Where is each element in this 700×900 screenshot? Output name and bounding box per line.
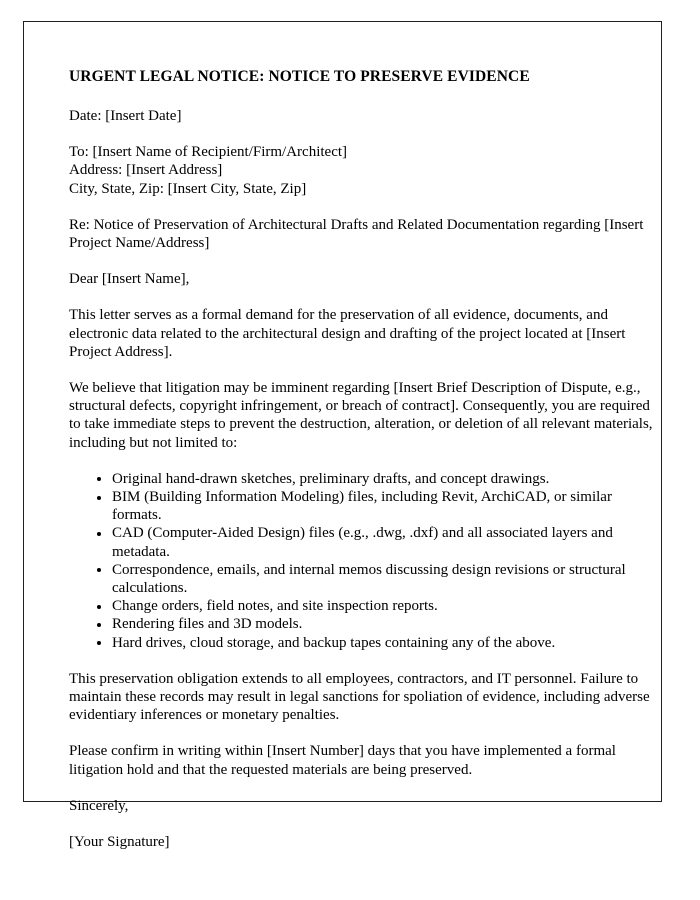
list-item <box>69 470 663 488</box>
document-page <box>23 21 662 851</box>
list-item <box>69 615 663 633</box>
signature-placeholder: [Your Signature] <box>69 834 170 851</box>
list-item <box>69 597 663 615</box>
recipient-block <box>69 143 663 198</box>
paragraph-litigation: We believe that litigation may be imminent regarding [Insert Brief Description of Dispute, e.g., structural defects, copyright infringement, or breach of contract]. Consequently, you are required to take immediate steps to prevent the destruction, alteration, or deletion of all relevant materials, including but not limited to: <box>69 380 653 451</box>
list-item-label: Change orders, field notes, and site inspection reports. <box>112 598 438 615</box>
subject-line: Re: Notice of Preservation of Architectural Drafts and Related Documentation regarding [Insert Project Name/Address] <box>69 216 644 252</box>
list-item-label: Original hand-drawn sketches, preliminary drafts, and concept drawings. <box>112 470 550 487</box>
bullet-icon <box>97 605 101 609</box>
recipient-address-line: Address: [Insert Address] <box>69 162 223 179</box>
bullet-icon <box>97 623 101 627</box>
bullet-icon <box>97 496 101 500</box>
page-title: URGENT LEGAL NOTICE: NOTICE TO PRESERVE EVIDENCE <box>69 68 530 85</box>
paragraph-scope: This preservation obligation extends to all employees, contractors, and IT personnel. Failure to maintain these records may result in legal sanctions for spoliation of evidence, including adverse evidentiary inferences or monetary penalties. <box>69 670 650 724</box>
list-item-label: BIM (Building Information Modeling) files, including Revit, ArchiCAD, or similar formats. <box>112 489 612 524</box>
evidence-preservation-list <box>69 470 663 652</box>
list-item-label: Hard drives, cloud storage, and backup tapes containing any of the above. <box>112 634 556 651</box>
paragraph-purpose: This letter serves as a formal demand for the preservation of all evidence, documents, and electronic data related to the architectural design and drafting of the project located at [Insert Project Address]. <box>69 307 626 360</box>
list-item <box>69 634 663 652</box>
document-body <box>69 67 663 851</box>
bullet-icon <box>97 568 101 572</box>
list-item <box>69 488 663 524</box>
recipient-to-line: To: [Insert Name of Recipient/Firm/Architect] <box>69 144 348 161</box>
list-item-label: Correspondence, emails, and internal memos discussing design revisions or structural calculations. <box>112 561 626 597</box>
bullet-icon <box>97 532 101 536</box>
list-item-label: Rendering files and 3D models. <box>112 616 303 633</box>
salutation: Dear [Insert Name], <box>69 271 190 288</box>
list-item-label: CAD (Computer-Aided Design) files (e.g., .dwg, .dxf) and all associated layers and metadata. <box>112 525 613 560</box>
paragraph-confirmation: Please confirm in writing within [Insert Number] days that you have implemented a formal litigation hold and that the requested materials are being preserved. <box>69 743 616 778</box>
list-item <box>69 524 663 560</box>
bullet-icon <box>97 641 101 645</box>
recipient-city-state-zip-line: City, State, Zip: [Insert City, State, Zip] <box>69 180 307 197</box>
closing-salutation: Sincerely, <box>69 797 129 814</box>
date-line: Date: [Insert Date] <box>69 108 182 124</box>
bullet-icon <box>97 477 101 481</box>
list-item <box>69 561 663 597</box>
